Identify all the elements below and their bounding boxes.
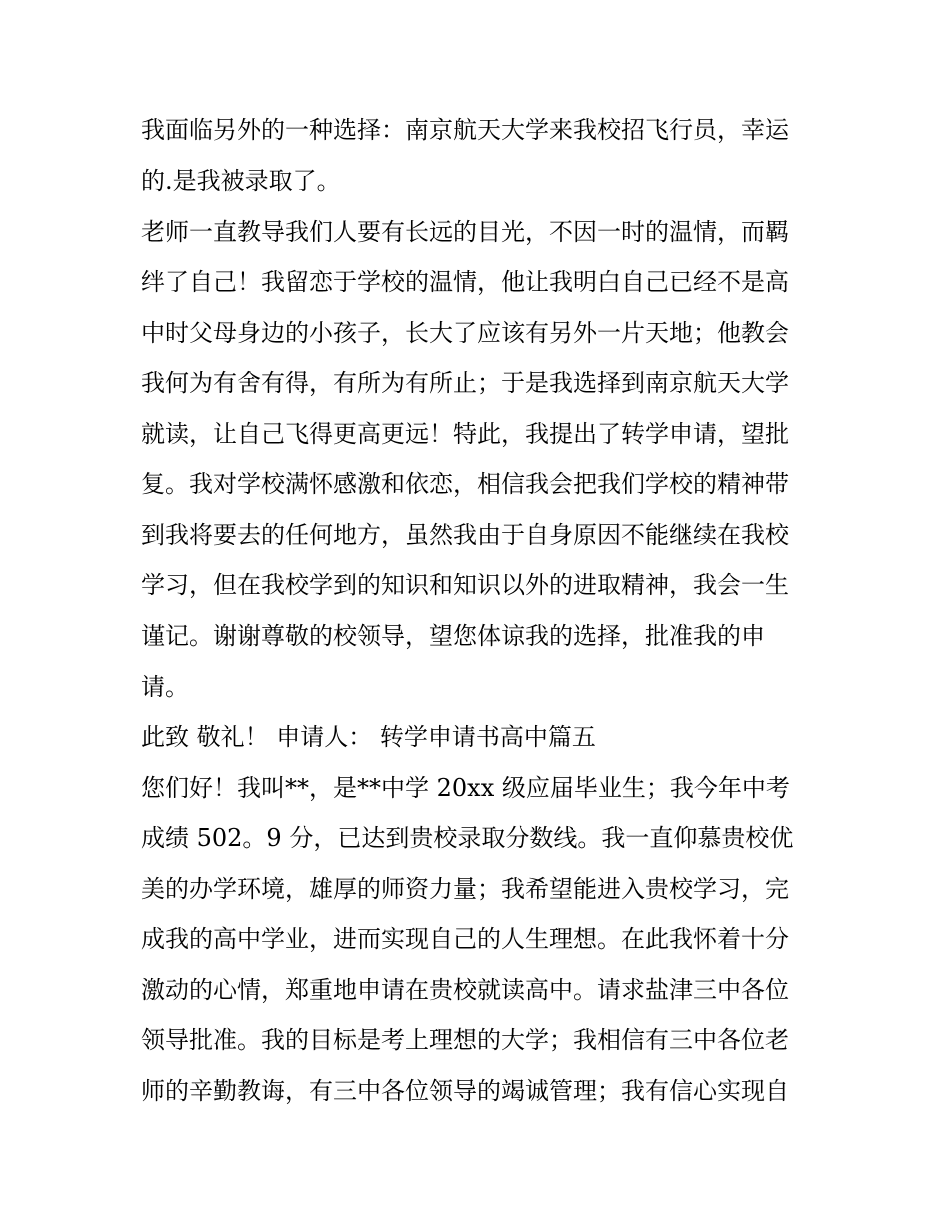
text-line: 领导批准。我的目标是考上理想的大学；我相信有三中各位老: [141, 1026, 789, 1054]
text-line: 老师一直教导我们人要有长远的目光，不因一时的温情，而羁: [141, 218, 789, 246]
text-line: 中时父母身边的小孩子，长大了应该有另外一片天地；他教会: [141, 319, 789, 347]
text-line: 到我将要去的任何地方，虽然我由于自身原因不能继续在我校: [141, 521, 789, 549]
text-line: 我何为有舍有得，有所为有所止；于是我选择到南京航天大学: [141, 369, 789, 397]
text-line: 请。: [141, 673, 189, 701]
text-line: 激动的心情，郑重地申请在贵校就读高中。请求盐津三中各位: [141, 976, 789, 1004]
text-line: 复。我对学校满怀感激和依恋，相信我会把我们学校的精神带: [141, 470, 789, 498]
text-line: 成我的高中学业，进而实现自己的人生理想。在此我怀着十分: [141, 925, 789, 953]
text-line: 美的办学环境，雄厚的师资力量；我希望能进入贵校学习，完: [141, 875, 789, 903]
text-line: 就读，让自己飞得更高更远！特此，我提出了转学申请，望批: [141, 420, 789, 448]
text-line: 此致 敬礼！ 申请人： 转学申请书高中篇五: [141, 723, 596, 751]
text-line: 我面临另外的一种选择：南京航天大学来我校招飞行员，幸运: [141, 116, 789, 144]
text-line: 绊了自己！我留恋于学校的温情，他让我明白自己已经不是高: [141, 268, 789, 296]
text-line: 您们好！我叫**，是**中学 20xx 级应届毕业生；我今年中考: [141, 774, 790, 802]
text-line: 成绩 502。9 分，已达到贵校录取分数线。我一直仰慕贵校优: [141, 824, 794, 852]
text-line: 谨记。谢谢尊敬的校领导，望您体谅我的选择，批准我的申: [141, 622, 765, 650]
text-line: 学习，但在我校学到的知识和知识以外的进取精神，我会一生: [141, 571, 789, 599]
text-line: 的.是我被录取了。: [141, 167, 341, 195]
text-line: 师的辛勤教诲，有三中各位领导的竭诚管理；我有信心实现自: [141, 1077, 789, 1105]
